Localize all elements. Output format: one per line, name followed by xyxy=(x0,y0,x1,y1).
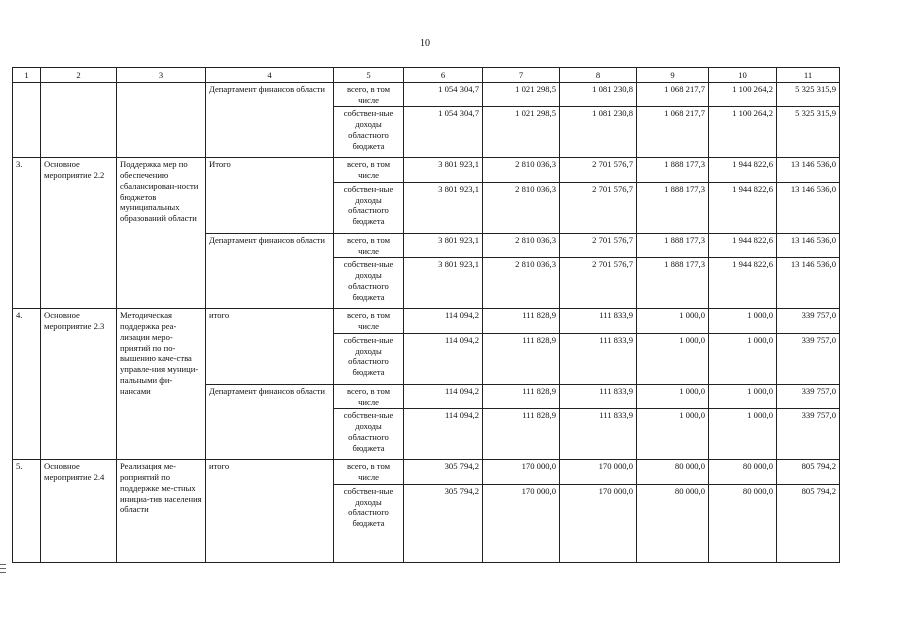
value-cell: 111 833,9 xyxy=(560,409,637,460)
value-cell: 80 000,0 xyxy=(709,484,777,562)
value-cell: 80 000,0 xyxy=(637,484,709,562)
value-cell: 1 081 230,8 xyxy=(560,107,637,158)
value-cell: 111 833,9 xyxy=(560,333,637,384)
column-header: 7 xyxy=(483,68,560,83)
value-cell: 3 801 923,1 xyxy=(404,233,483,257)
value-cell: 1 888 177,3 xyxy=(637,258,709,309)
measure-cell xyxy=(41,83,117,158)
value-cell: 2 810 036,3 xyxy=(483,233,560,257)
value-cell: 111 828,9 xyxy=(483,333,560,384)
page-number: 10 xyxy=(420,38,430,49)
value-cell: 170 000,0 xyxy=(560,484,637,562)
funding-kind-cell: всего, в том числе xyxy=(334,233,404,257)
value-cell: 1 944 822,6 xyxy=(709,182,777,233)
value-cell: 1 021 298,5 xyxy=(483,107,560,158)
scan-edge-marks xyxy=(0,564,6,576)
funding-kind-cell: собствен-ные доходы областного бюджета xyxy=(334,182,404,233)
value-cell: 305 794,2 xyxy=(404,460,483,484)
description-cell: Реализация ме-роприятий по поддержке ме-стных инициа-тив населения области xyxy=(117,460,206,562)
value-cell: 13 146 536,0 xyxy=(777,158,840,182)
measure-cell: Основное мероприятие 2.4 xyxy=(41,460,117,562)
value-cell: 13 146 536,0 xyxy=(777,258,840,309)
table-row xyxy=(13,309,840,333)
column-header: 11 xyxy=(777,68,840,83)
funding-kind-cell: всего, в том числе xyxy=(334,384,404,408)
value-cell: 170 000,0 xyxy=(560,460,637,484)
executor-cell: Департамент финансов области xyxy=(206,384,334,459)
measure-cell: Основное мероприятие 2.2 xyxy=(41,158,117,309)
executor-cell: Итого xyxy=(206,158,334,233)
value-cell: 114 094,2 xyxy=(404,409,483,460)
column-header: 10 xyxy=(709,68,777,83)
value-cell: 2 810 036,3 xyxy=(483,258,560,309)
value-cell: 170 000,0 xyxy=(483,460,560,484)
funding-kind-cell: собствен-ные доходы областного бюджета xyxy=(334,258,404,309)
funding-kind-cell: всего, в том числе xyxy=(334,83,404,107)
column-header: 2 xyxy=(41,68,117,83)
value-cell: 2 701 576,7 xyxy=(560,182,637,233)
description-cell: Поддержка мер по обеспечению сбалансирован-ности бюджетов муниципальных образований области xyxy=(117,158,206,309)
column-header: 1 xyxy=(13,68,41,83)
value-cell: 111 828,9 xyxy=(483,309,560,333)
value-cell: 80 000,0 xyxy=(637,460,709,484)
column-header: 9 xyxy=(637,68,709,83)
value-cell: 1 888 177,3 xyxy=(637,158,709,182)
column-number-row xyxy=(13,68,840,83)
value-cell: 114 094,2 xyxy=(404,309,483,333)
value-cell: 5 325 315,9 xyxy=(777,83,840,107)
value-cell: 13 146 536,0 xyxy=(777,233,840,257)
value-cell: 1 944 822,6 xyxy=(709,158,777,182)
value-cell: 1 068 217,7 xyxy=(637,107,709,158)
column-header: 5 xyxy=(334,68,404,83)
value-cell: 111 828,9 xyxy=(483,409,560,460)
row-number-cell xyxy=(13,83,41,158)
value-cell: 3 801 923,1 xyxy=(404,182,483,233)
row-number-cell: 3. xyxy=(13,158,41,309)
value-cell: 339 757,0 xyxy=(777,409,840,460)
value-cell: 305 794,2 xyxy=(404,484,483,562)
measure-cell: Основное мероприятие 2.3 xyxy=(41,309,117,460)
value-cell: 1 054 304,7 xyxy=(404,107,483,158)
value-cell: 3 801 923,1 xyxy=(404,258,483,309)
executor-cell: итого xyxy=(206,309,334,384)
value-cell: 114 094,2 xyxy=(404,384,483,408)
value-cell: 2 701 576,7 xyxy=(560,258,637,309)
value-cell: 2 701 576,7 xyxy=(560,158,637,182)
value-cell: 1 054 304,7 xyxy=(404,83,483,107)
value-cell: 1 068 217,7 xyxy=(637,83,709,107)
scan-mark xyxy=(0,568,6,569)
row-number-cell: 5. xyxy=(13,460,41,562)
value-cell: 80 000,0 xyxy=(709,460,777,484)
description-cell xyxy=(117,83,206,158)
funding-kind-cell: всего, в том числе xyxy=(334,309,404,333)
table-row xyxy=(13,83,840,107)
value-cell: 1 944 822,6 xyxy=(709,258,777,309)
value-cell: 805 794,2 xyxy=(777,460,840,484)
executor-cell: итого xyxy=(206,460,334,562)
value-cell: 339 757,0 xyxy=(777,333,840,384)
funding-kind-cell: собствен-ные доходы областного бюджета xyxy=(334,107,404,158)
value-cell: 1 000,0 xyxy=(637,333,709,384)
value-cell: 111 833,9 xyxy=(560,384,637,408)
column-header: 4 xyxy=(206,68,334,83)
value-cell: 2 810 036,3 xyxy=(483,158,560,182)
value-cell: 5 325 315,9 xyxy=(777,107,840,158)
value-cell: 2 810 036,3 xyxy=(483,182,560,233)
scan-mark xyxy=(0,572,6,573)
value-cell: 1 000,0 xyxy=(709,409,777,460)
row-number-cell: 4. xyxy=(13,309,41,460)
executor-cell: Департамент финансов области xyxy=(206,83,334,158)
table-row xyxy=(13,460,840,484)
scan-mark xyxy=(0,564,6,565)
value-cell: 2 701 576,7 xyxy=(560,233,637,257)
description-cell: Методическая поддержка реа-лизации меро-приятий по по-вышению каче-ства управле-ния муници-пальными фи-нансами xyxy=(117,309,206,460)
value-cell: 1 021 298,5 xyxy=(483,83,560,107)
value-cell: 339 757,0 xyxy=(777,309,840,333)
column-header: 8 xyxy=(560,68,637,83)
value-cell: 13 146 536,0 xyxy=(777,182,840,233)
value-cell: 3 801 923,1 xyxy=(404,158,483,182)
value-cell: 805 794,2 xyxy=(777,484,840,562)
value-cell: 1 100 264,2 xyxy=(709,83,777,107)
budget-table xyxy=(12,67,840,563)
funding-kind-cell: всего, в том числе xyxy=(334,460,404,484)
column-header: 6 xyxy=(404,68,483,83)
funding-kind-cell: собствен-ные доходы областного бюджета xyxy=(334,484,404,562)
funding-kind-cell: всего, в том числе xyxy=(334,158,404,182)
value-cell: 170 000,0 xyxy=(483,484,560,562)
value-cell: 1 100 264,2 xyxy=(709,107,777,158)
value-cell: 1 888 177,3 xyxy=(637,233,709,257)
value-cell: 1 888 177,3 xyxy=(637,182,709,233)
value-cell: 1 081 230,8 xyxy=(560,83,637,107)
table-row xyxy=(13,158,840,182)
value-cell: 1 000,0 xyxy=(637,309,709,333)
column-header: 3 xyxy=(117,68,206,83)
funding-kind-cell: собствен-ные доходы областного бюджета xyxy=(334,409,404,460)
value-cell: 1 000,0 xyxy=(709,384,777,408)
value-cell: 1 000,0 xyxy=(637,384,709,408)
executor-cell: Департамент финансов области xyxy=(206,233,334,308)
value-cell: 1 000,0 xyxy=(709,333,777,384)
value-cell: 111 828,9 xyxy=(483,384,560,408)
value-cell: 111 833,9 xyxy=(560,309,637,333)
value-cell: 1 000,0 xyxy=(637,409,709,460)
value-cell: 1 000,0 xyxy=(709,309,777,333)
funding-kind-cell: собствен-ные доходы областного бюджета xyxy=(334,333,404,384)
value-cell: 114 094,2 xyxy=(404,333,483,384)
value-cell: 1 944 822,6 xyxy=(709,233,777,257)
value-cell: 339 757,0 xyxy=(777,384,840,408)
